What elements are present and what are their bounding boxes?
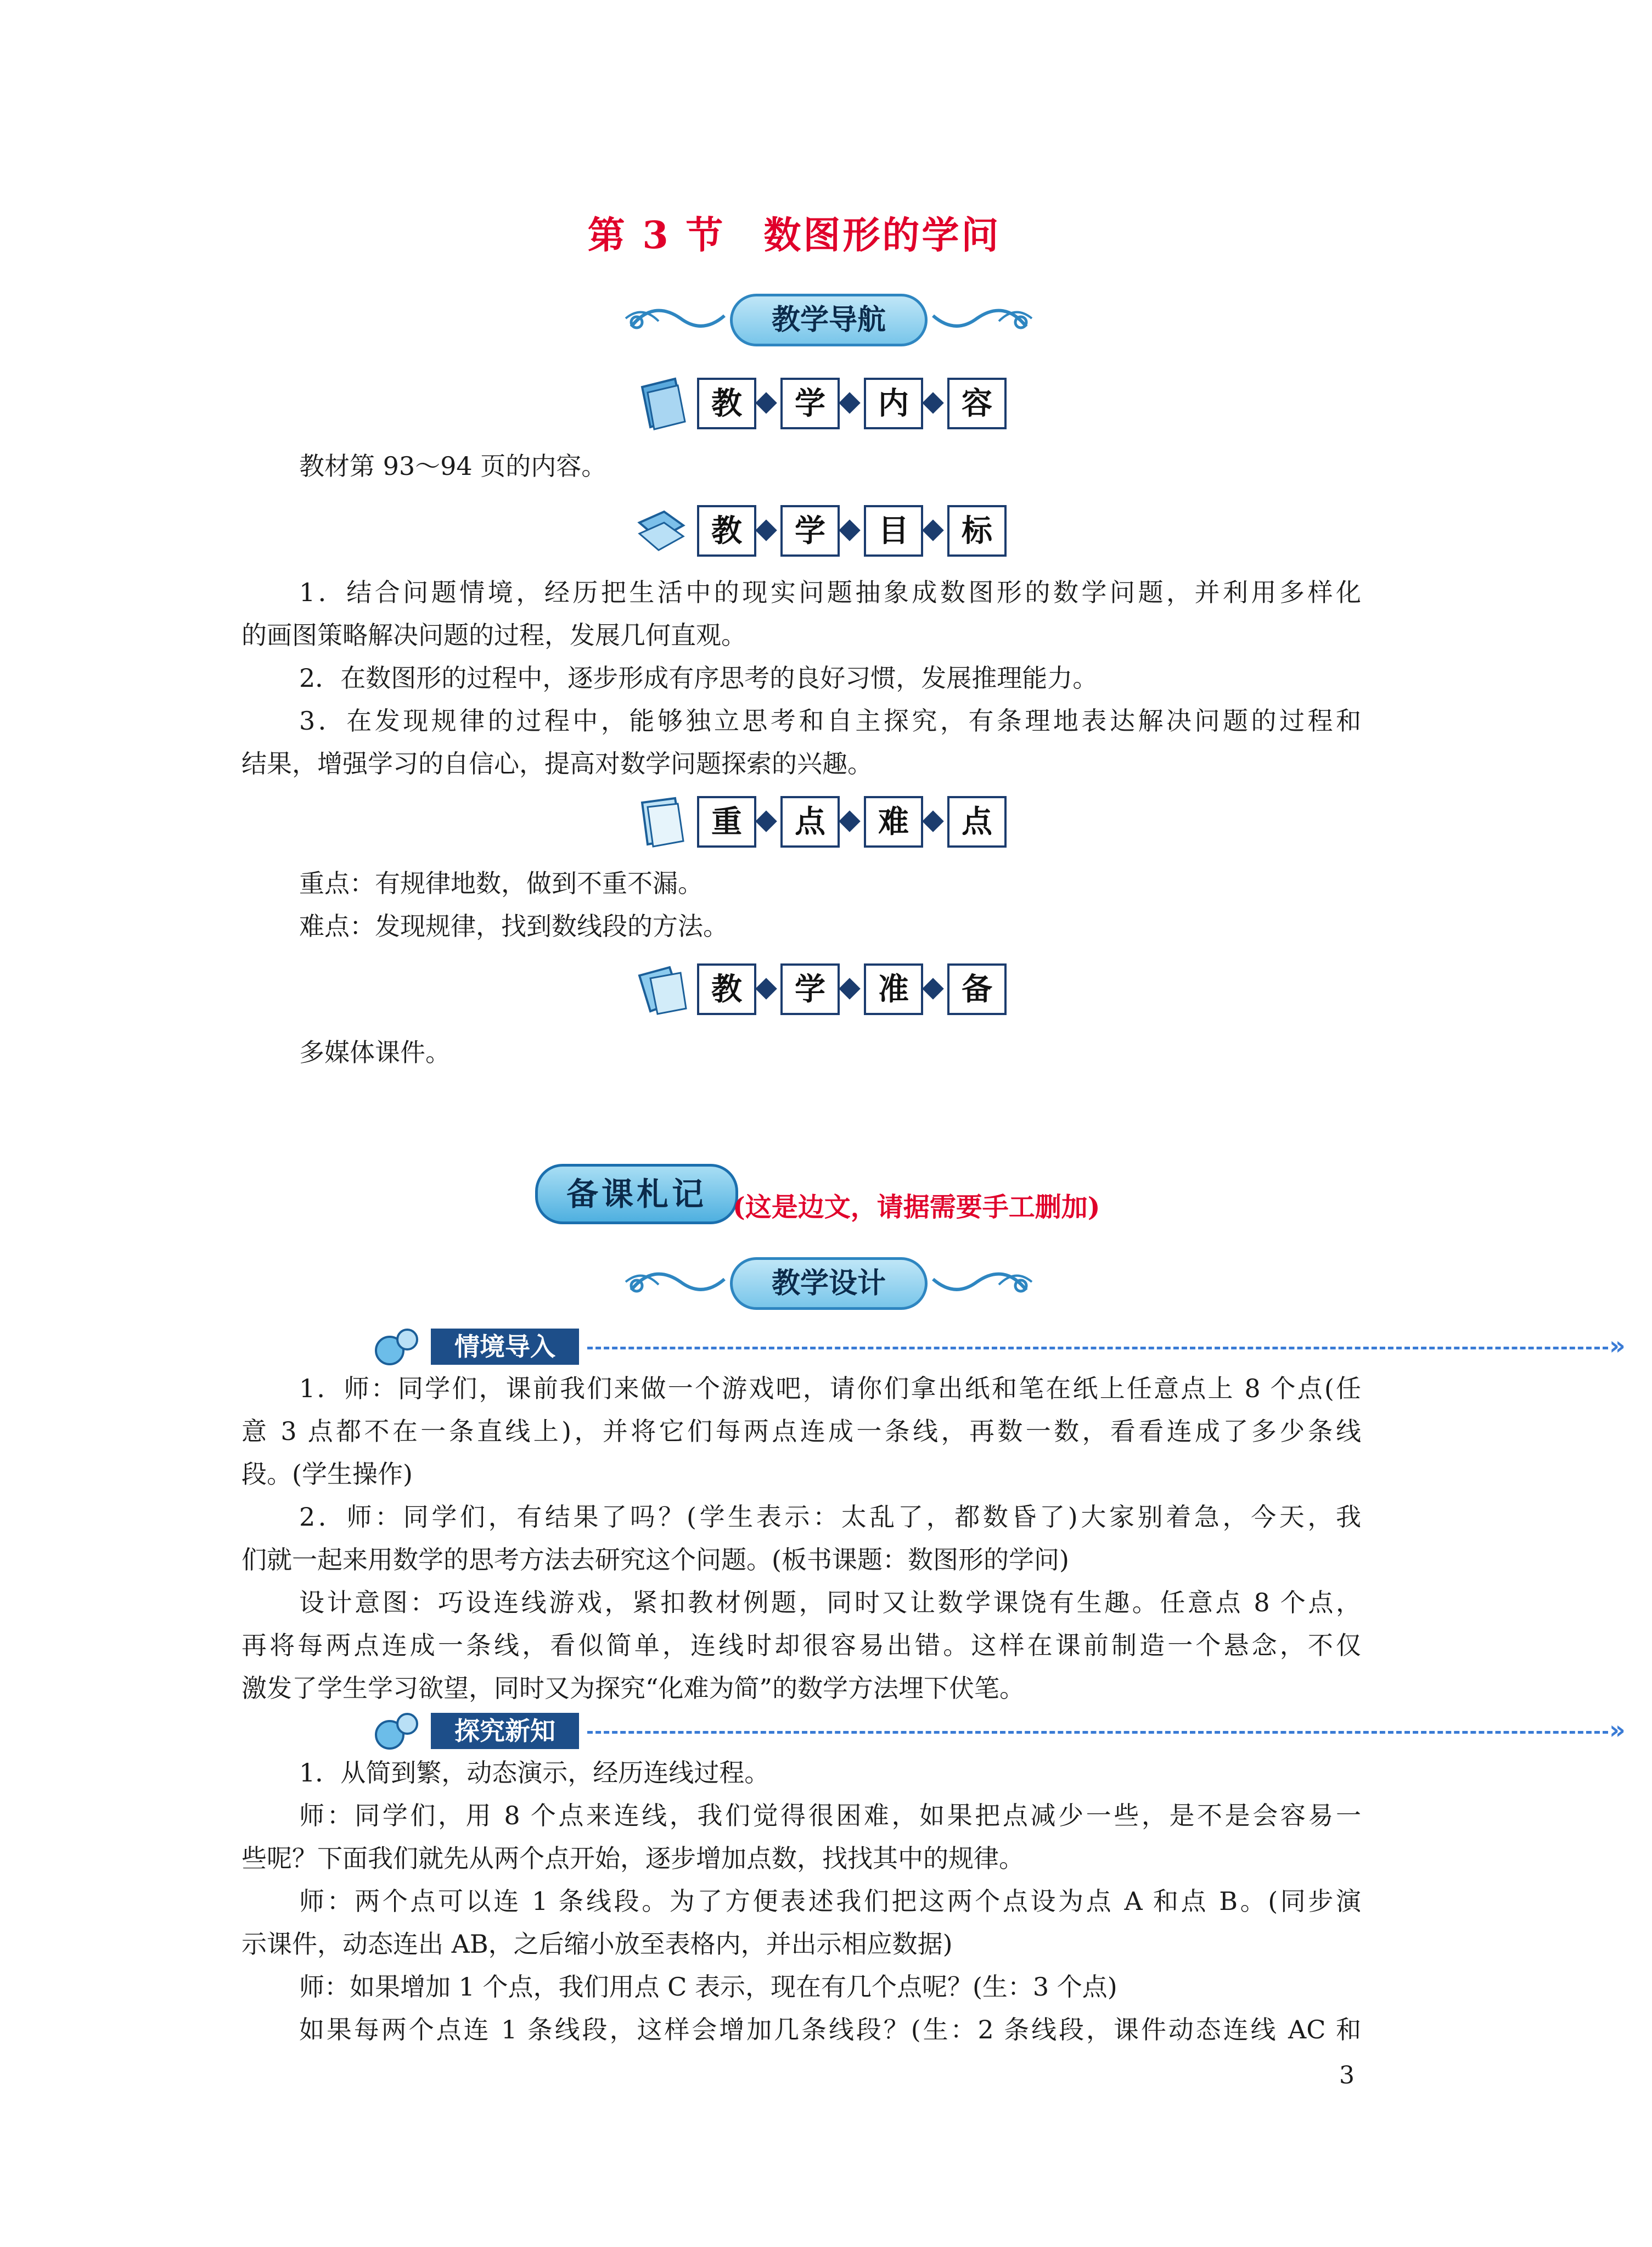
explore-line: 师：同学们，用 8 个点来连线，我们觉得很困难，如果把点减少一些，是不是会容易一 xyxy=(299,1801,1361,1830)
section-title: 数图形的学问 xyxy=(763,214,1001,257)
gears-icon xyxy=(368,1323,423,1370)
intro-line: 再将每两点连成一条线，看似简单，连线时却很容易出错。这样在课前制造一个悬念，不仅 xyxy=(241,1630,1361,1660)
header-char: 重 xyxy=(697,796,756,848)
section-number: 第 3 节 xyxy=(587,214,726,257)
documents-icon xyxy=(631,959,692,1019)
books-icon xyxy=(631,501,692,561)
page-title xyxy=(0,206,1588,259)
header-char: 点 xyxy=(780,796,840,848)
explore-line: 如果每两个点连 1 条线段，这样会增加几条线段？(生：2 条线段，课件动态连线 AC 和 xyxy=(299,2015,1361,2044)
folder-icon xyxy=(631,373,692,434)
teaching-nav-banner xyxy=(620,288,1037,349)
key-point-line: 难点：发现规律，找到数线段的方法。 xyxy=(299,911,728,941)
intro-line: 段。(学生操作) xyxy=(241,1459,413,1489)
header-char: 目 xyxy=(864,505,923,557)
double-chevron-icon: » xyxy=(1609,1715,1626,1745)
explore-section-header xyxy=(368,1713,1652,1751)
goal-line: 1．结合问题情境，经历把生活中的现实问题抽象成数图形的数学问题，并利用多样化 xyxy=(299,578,1361,607)
header-char: 准 xyxy=(864,963,923,1015)
goal-line: 3．在发现规律的过程中，能够独立思考和自主探究，有条理地表达解决问题的过程和 xyxy=(299,706,1361,736)
explore-line: 示课件，动态连出 AB，之后缩小放至表格内，并出示相应数据) xyxy=(241,1929,953,1959)
header-char: 教 xyxy=(697,505,756,557)
intro-line: 1．师：同学们，课前我们来做一个游戏吧，请你们拿出纸和笔在纸上任意点上 8 个点(任 xyxy=(299,1374,1361,1403)
header-char: 学 xyxy=(780,963,840,1015)
double-chevron-icon: » xyxy=(1609,1331,1626,1360)
header-char: 内 xyxy=(864,378,923,429)
header-char: 难 xyxy=(864,796,923,848)
teaching-design-banner xyxy=(620,1252,1037,1312)
papers-icon xyxy=(631,792,692,852)
header-char: 备 xyxy=(947,963,1007,1015)
header-char: 容 xyxy=(947,378,1007,429)
gears-icon xyxy=(368,1707,423,1754)
content-text: 教材第 93～94 页的内容。 xyxy=(299,451,607,481)
teaching-nav-label: 教学导航 xyxy=(730,294,928,346)
page-number: 3 xyxy=(1339,2061,1355,2089)
header-char: 点 xyxy=(947,796,1007,848)
explore-line: 些呢？下面我们就先从两个点开始，逐步增加点数，找找其中的规律。 xyxy=(241,1843,1024,1873)
explore-line: 1．从简到繁，动态演示，经历连线过程。 xyxy=(299,1758,770,1787)
intro-line: 2．师：同学们，有结果了吗？(学生表示：太乱了，都数昏了)大家别着急，今天，我 xyxy=(299,1502,1361,1532)
intro-line: 们就一起来用数学的思考方法去研究这个问题。(板书课题：数图形的学问) xyxy=(241,1545,1069,1574)
goal-line: 的画图策略解决问题的过程，发展几何直观。 xyxy=(241,620,746,650)
header-char: 教 xyxy=(697,378,756,429)
explore-label: 探究新知 xyxy=(431,1713,579,1749)
explore-line: 师：两个点可以连 1 条线段。为了方便表述我们把这两个点设为点 A 和点 B。(同步演 xyxy=(299,1886,1361,1916)
intro-label: 情境导入 xyxy=(431,1329,579,1365)
header-char: 学 xyxy=(780,378,840,429)
notes-remark: (这是边文，请据需要手工删加) xyxy=(733,1192,1100,1223)
goal-line: 2．在数图形的过程中，逐步形成有序思考的良好习惯，发展推理能力。 xyxy=(299,663,1098,693)
prep-text: 多媒体课件。 xyxy=(299,1038,451,1067)
intro-line: 激发了学生学习欲望，同时又为探究“化难为简”的数学方法埋下伏笔。 xyxy=(241,1673,1025,1703)
lesson-notes-label: 备课札记 xyxy=(566,1175,707,1213)
header-char: 标 xyxy=(947,505,1007,557)
header-char: 学 xyxy=(780,505,840,557)
intro-section-header xyxy=(368,1329,1652,1367)
intro-line: 意 3 点都不在一条直线上)，并将它们每两点连成一条线，再数一数，看看连成了多少条线 xyxy=(241,1416,1361,1446)
lesson-notes-badge xyxy=(535,1164,738,1224)
key-point-line: 重点：有规律地数，做到不重不漏。 xyxy=(299,868,703,898)
goal-line: 结果，增强学习的自信心，提高对数学问题探索的兴趣。 xyxy=(241,749,873,778)
intro-line: 设计意图：巧设连线游戏，紧扣教材例题，同时又让数学课饶有生趣。任意点 8 个点， xyxy=(299,1588,1361,1617)
explore-line: 师：如果增加 1 个点，我们用点 C 表示，现在有几个点呢？(生：3 个点) xyxy=(299,1972,1117,2002)
header-char: 教 xyxy=(697,963,756,1015)
teaching-design-label: 教学设计 xyxy=(730,1257,928,1310)
